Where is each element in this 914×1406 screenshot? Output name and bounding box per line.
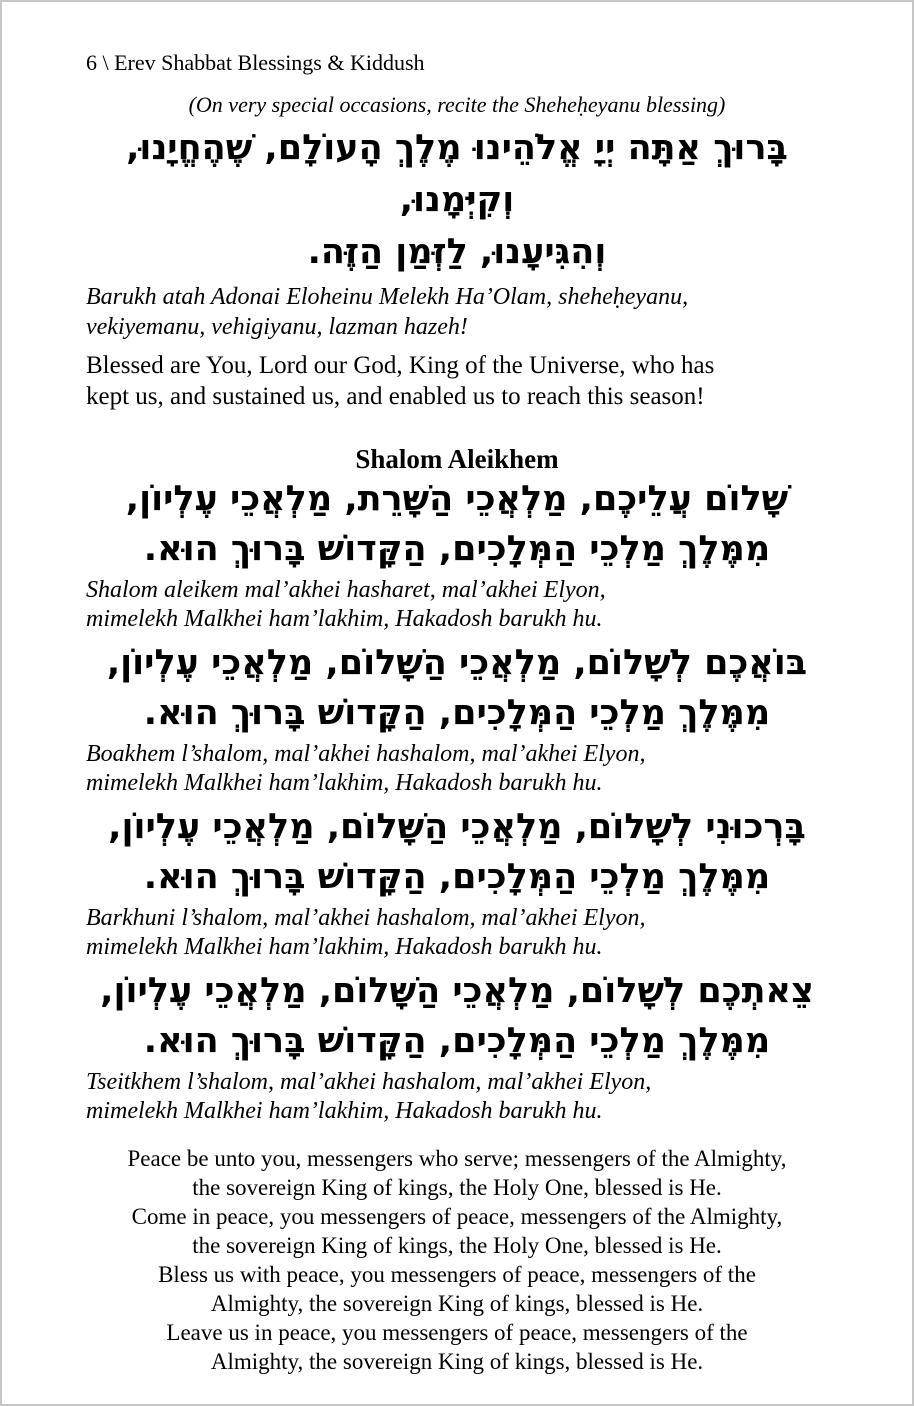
translation-line-7: Leave us in peace, you messengers of peace, messengers of the — [166, 1320, 748, 1345]
translation-line-5: Bless us with peace, you messengers of peace, messengers of the — [158, 1262, 756, 1287]
shehecheyanu-hebrew-line-1: בָּרוּךְ אַתָּה יְיָ אֱלֹהֵינוּ מֶלֶךְ הָעוֹלָם, שֶׁהֶחֱיָנוּ, וְקִיְּמָנוּ, — [126, 128, 788, 220]
verse-1-hebrew-line-2: מִמֶּלֶךְ מַלְכֵי הַמְּלָכִים, הַקָּדוֹשׁ בָּרוּךְ הוּא. — [143, 529, 771, 569]
verse-2-translit-line-2: mimelekh Malkhei ham’lakhim, Hakadosh barukh hu. — [86, 770, 603, 796]
shehecheyanu-hebrew-line-2: וְהִגִּיעָנוּ, לַזְּמַן הַזֶּה. — [307, 232, 607, 272]
translation-line-3: Come in peace, you messengers of peace, messengers of the Almighty, — [131, 1204, 783, 1229]
verse-4-hebrew-line-2: מִמֶּלֶךְ מַלְכֵי הַמְּלָכִים, הַקָּדוֹשׁ בָּרוּךְ הוּא. — [143, 1021, 771, 1061]
shehecheyanu-translation — [86, 350, 828, 412]
shalom-aleikhem-translation — [86, 1144, 828, 1376]
shalom-aleikhem-verse-2 — [86, 638, 828, 798]
shehecheyanu-translit-line-2: vekiyemanu, vehigiyanu, lazman hazeh! — [86, 314, 468, 340]
verse-4-translit-line-2: mimelekh Malkhei ham’lakhim, Hakadosh barukh hu. — [86, 1098, 603, 1124]
recitation-instruction: (On very special occasions, recite the Sheheḥeyanu blessing) — [188, 92, 726, 117]
verse-4-hebrew-line-1: צֵאתְכֶם לְשָׁלוֹם, מַלְאֲכֵי הַשָּׁלוֹם, מַלְאֲכֵי עֶלְיוֹן, — [100, 971, 814, 1011]
shehecheyanu-transliteration — [86, 282, 828, 342]
verse-2-hebrew-line-2: מִמֶּלֶךְ מַלְכֵי הַמְּלָכִים, הַקָּדוֹשׁ בָּרוּךְ הוּא. — [143, 693, 771, 733]
verse-1-translit-line-2: mimelekh Malkhei ham’lakhim, Hakadosh barukh hu. — [86, 606, 603, 632]
translation-line-8: Almighty, the sovereign King of kings, blessed is He. — [210, 1349, 704, 1374]
shalom-aleikhem-verse-3 — [86, 802, 828, 962]
verse-3-translit-line-2: mimelekh Malkhei ham’lakhim, Hakadosh barukh hu. — [86, 934, 603, 960]
verse-4-transliteration — [86, 1068, 828, 1126]
translation-line-1: Peace be unto you, messengers who serve; messengers of the Almighty, — [127, 1146, 787, 1171]
shalom-aleikhem-verse-4 — [86, 966, 828, 1126]
translation-line-2: the sovereign King of kings, the Holy One, blessed is He. — [192, 1175, 722, 1200]
translation-line-6: Almighty, the sovereign King of kings, blessed is He. — [210, 1291, 704, 1316]
verse-2-hebrew-line-1: בּוֹאֲכֶם לְשָׁלוֹם, מַלְאֲכֵי הַשָּׁלוֹם, מַלְאֲכֵי עֶלְיוֹן, — [106, 643, 808, 683]
verse-3-hebrew-line-1: בָּרְכוּנִי לְשָׁלוֹם, מַלְאֲכֵי הַשָּׁלוֹם, מַלְאֲכֵי עֶלְיוֹן, — [108, 807, 806, 847]
shehecheyanu-hebrew — [86, 122, 828, 278]
shehecheyanu-translit-line-1: Barukh atah Adonai Eloheinu Melekh Ha’Olam, sheheḥeyanu, — [86, 284, 689, 310]
verse-4-translit-line-1: Tseitkhem l’shalom, mal’akhei hashalom, mal’akhei Elyon, — [86, 1069, 652, 1095]
shehecheyanu-translation-line-1: Blessed are You, Lord our God, King of the Universe, who has — [86, 352, 715, 379]
verse-1-translit-line-1: Shalom aleikem mal’akhei hasharet, mal’akhei Elyon, — [86, 577, 606, 603]
verse-3-hebrew-line-2: מִמֶּלֶךְ מַלְכֵי הַמְּלָכִים, הַקָּדוֹשׁ בָּרוּךְ הוּא. — [143, 857, 771, 897]
verse-2-transliteration — [86, 740, 828, 798]
shalom-aleikhem-heading: Shalom Aleikhem — [355, 444, 559, 474]
page-header: 6 \ Erev Shabbat Blessings & Kiddush — [86, 50, 425, 75]
verse-3-transliteration — [86, 904, 828, 962]
shalom-aleikhem-verse-1 — [86, 474, 828, 634]
verse-3-translit-line-1: Barkhuni l’shalom, mal’akhei hashalom, mal’akhei Elyon, — [86, 905, 646, 931]
shehecheyanu-translation-line-2: kept us, and sustained us, and enabled us to reach this season! — [86, 383, 705, 410]
verse-1-transliteration — [86, 576, 828, 634]
translation-line-4: the sovereign King of kings, the Holy One, blessed is He. — [192, 1233, 722, 1258]
verse-1-hebrew-line-1: שָׁלוֹם עֲלֵיכֶם, מַלְאֲכֵי הַשָּׁרֵת, מַלְאֲכֵי עֶלְיוֹן, — [125, 479, 789, 519]
verse-2-translit-line-1: Boakhem l’shalom, mal’akhei hashalom, mal’akhei Elyon, — [86, 741, 646, 767]
